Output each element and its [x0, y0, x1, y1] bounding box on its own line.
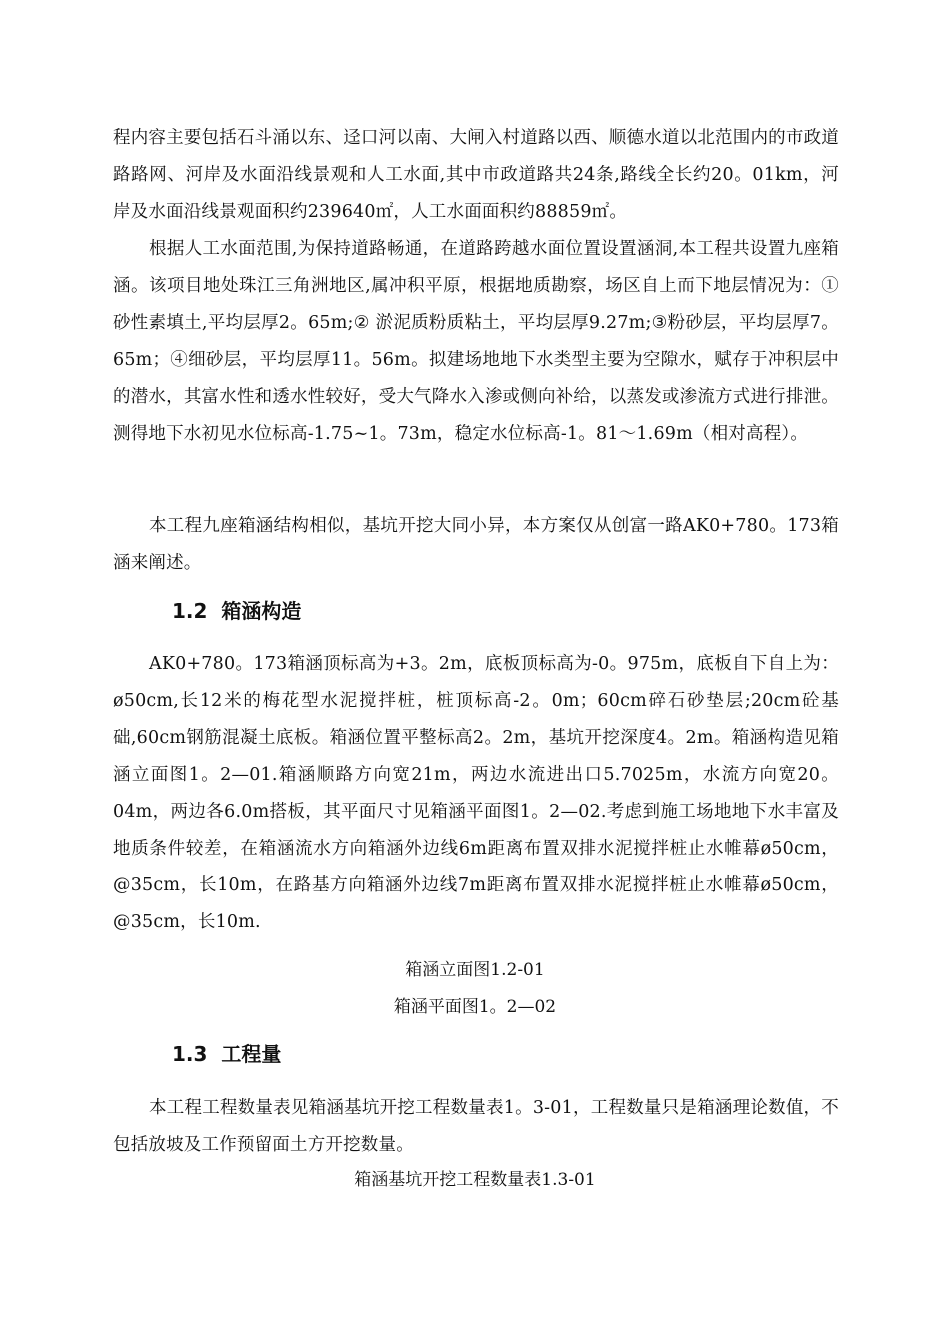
- figure-caption-elevation: 箱涵立面图1.2-01: [405, 960, 545, 980]
- paragraph-project-scope-continued: 程内容主要包括石斗涌以东、迳口河以南、大闸入村道路以西、顺德水道以北范围内的市政道路路网、河岸及水面沿线景观和人工水面,其中市政道路共24条,路线全长约20。01km，河岸及水面沿线景观面积约239640㎡，人工水面面积约88859㎡。: [113, 128, 839, 222]
- figure-caption-plan: 箱涵平面图1。2—02: [393, 997, 557, 1017]
- paragraph-quantity: 本工程工程数量表见箱涵基坑开挖工程数量表1。3-01，工程数量只是箱涵理论数值，不包括放坡及工作预留面土方开挖数量。: [113, 1098, 839, 1155]
- paragraph-geology: 根据人工水面范围,为保持道路畅通，在道路跨越水面位置设置涵洞,本工程共设置九座箱涵。该项目地处珠江三角洲地区,属冲积平原，根据地质勘察，场区自上而下地层情况为：①砂性素填土,平均层厚2。65m;② 淤泥质粉质粘土，平均层厚9.27m;③粉砂层，平均层厚7。65m；④细砂层，平均层厚11。56m。拟建场地地下水类型主要为空隙水，赋存于冲积层中的潜水，其富水性和透水性较好，受大气降水入渗或侧向补给，以蒸发或渗流方式进行排泄。测得地下水初见水位标高-1.75~1。73m，稳定水位标高-1。81～1.69m（相对高程）。: [113, 239, 839, 444]
- section-heading-1-3: [172, 1040, 281, 1068]
- table-caption-quantity: 箱涵基坑开挖工程数量表1.3-01: [354, 1170, 596, 1190]
- section-number: 1.2: [172, 599, 208, 623]
- section-heading-1-2: [172, 597, 301, 625]
- section-number: 1.3: [172, 1042, 208, 1066]
- paragraph-scope-statement: 本工程九座箱涵结构相似，基坑开挖大同小异，本方案仅从创富一路AK0+780。173箱涵来阐述。: [113, 516, 839, 573]
- section-title: 箱涵构造: [221, 599, 302, 623]
- paragraph-box-culvert-structure: AK0+780。173箱涵顶标高为+3。2m，底板顶标高为-0。975m，底板自下自上为：ø50cm,长12米的梅花型水泥搅拌桩，桩顶标高-2。0m；60cm碎石砂垫层;20cm砼基础,60cm钢筋混凝土底板。箱涵位置平整标高2。2m，基坑开挖深度4。2m。箱涵构造见箱涵立面图1。2—01.箱涵顺路方向宽21m，两边水流进出口5.7025m，水流方向宽20。04m，两边各6.0m搭板，其平面尺寸见箱涵平面图1。2—02.考虑到施工场地地下水丰富及地质条件较差，在箱涵流水方向箱涵外边线6m距离布置双排水泥搅拌桩止水帷幕ø50cm，@35cm，长10m，在路基方向箱涵外边线7m距离布置双排水泥搅拌桩止水帷幕ø50cm，@35cm，长10m.: [113, 654, 839, 933]
- section-title: 工程量: [221, 1042, 282, 1066]
